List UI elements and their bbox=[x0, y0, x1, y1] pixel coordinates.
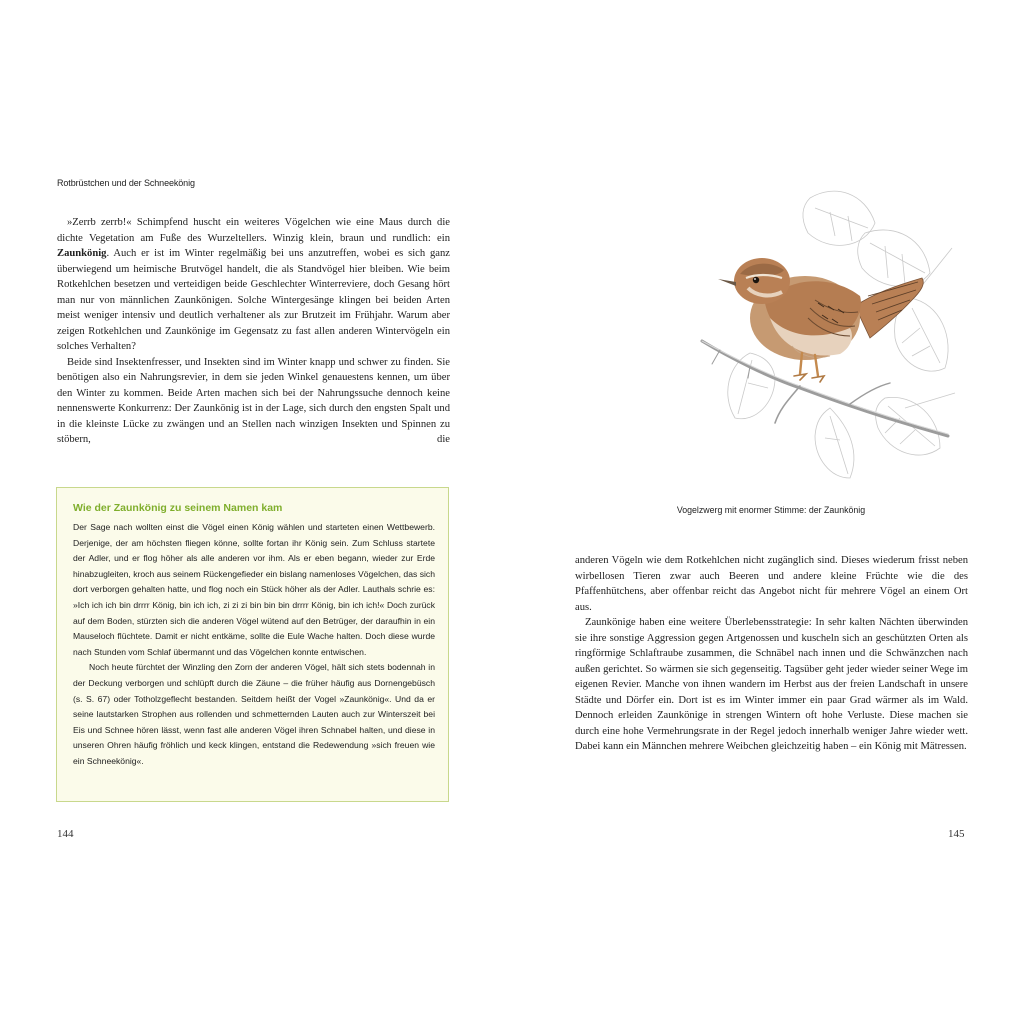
wren-illustration bbox=[690, 178, 960, 488]
left-paragraph-2: Beide sind Insektenfresser, und Insekten sind im Winter knapp und schwer zu finden. Sie benötigen also ein Nahrungsrevier, in dem sie jeden Winkel genauestens kennen, um über den Winter zu kommen. Beide Arten machen sich bei der Nahrungssuche dennoch keine nennenswerte Konkurrenz: Der Zaunkönig ist in der Lage, sich durch den engsten Spalt und in die kleinste Lücke zu zwängen und an Stellen nach winzigen Insekten und Spinnen zu stöbern, die bbox=[57, 356, 450, 445]
right-paragraph-1: anderen Vögeln wie dem Rotkehlchen nicht zugänglich sind. Dieses wiederum frisst neben wirbellosen Tieren zwar auch Beeren und andere kleine Früchte wie die des Pfaffenhütchens, aber offenbar reicht das Angebot nicht für mehrere Vögel an einem Ort aus. bbox=[575, 555, 968, 613]
wren-bird bbox=[718, 258, 923, 382]
running-head: Rotbrüstchen und der Schneekönig bbox=[57, 178, 195, 188]
left-body-text bbox=[57, 215, 450, 448]
info-box bbox=[56, 487, 449, 802]
info-box-paragraph-2: Noch heute fürchtet der Winzling den Zorn der anderen Vögel, hält sich stets bodennah in der Deckung verborgen und schlüpft durch die Zäune – die früher häufig aus Dornengebüsch (s. S. 67) oder Totholzgeflecht bestanden. Seitdem heißt der Vogel »Zaunkönig«. Und da er seine lautstarken Strophen aus rollenden und schmetternden Lauten auch zur Winterszeit bei Eis und Schnee hören lässt, wenn fast alle anderen Vögel ihren Schnabel halten, und diese in unseren Ohren häufig fröhlich und keck klingen, entstand die Redewendung »sich freuen wie ein Schneekönig«. bbox=[73, 662, 435, 766]
left-paragraph-1-part-2: . Auch er ist im Winter regelmäßig bei uns anzutreffen, wobei es sich ganz überwiegend um heimische Brutvögel handelt, die als Standvögel hier bleiben. Wie beim Rotkehlchen besetzen und verteidigen beide Geschlechter Winterreviere, doch Gesang hört man nur von männlichen Zaunkönigen. Solche Wintergesänge klingen bei beiden Arten meist weniger intensiv und deutlich verhaltener als zur Brutzeit im Frühjahr. Warum aber zeigen Rotkehlchen und Zaunkönige im Gegensatz zu fast allen anderen Wintervögeln ein solches Verhalten? bbox=[57, 248, 450, 352]
illustration-caption: Vogelzwerg mit enormer Stimme: der Zaunkönig bbox=[676, 505, 866, 515]
info-box-title: Wie der Zaunkönig zu seinem Namen kam bbox=[73, 502, 283, 514]
info-box-text bbox=[73, 520, 435, 770]
left-paragraph-1 bbox=[57, 215, 450, 355]
right-body-text bbox=[575, 553, 968, 755]
page-number-left: 144 bbox=[57, 828, 74, 840]
zaunkoenig-bold: Zaunkönig bbox=[57, 248, 107, 259]
left-paragraph-1-part-1: »Zerrb zerrb!« Schimpfend huscht ein weiteres Vögelchen wie eine Maus durch die dichte Vegetation am Fuße des Wurzeltellers. Winzig klein, braun und rundlich: ein bbox=[57, 217, 450, 244]
right-paragraph-2: Zaunkönige haben eine weitere Überlebensstrategie: In sehr kalten Nächten überwinden sie ihre sonstige Aggression gegen Artgenossen und kuscheln sich an geschützten Orten als ringförmige Schlaftraube zusammen, die Schnäbel nach innen und die Schwänzchen nach außen gerichtet. So wärmen sie sich gegenseitig. Tagsüber geht jeder wieder seiner Wege im eigenen Revier. Manche von ihnen wandern im Herbst aus der freien Landschaft in unsere Städte und Dörfer ein. Dort ist es im Winter immer ein paar Grad wärmer als im Wald. Dennoch erleiden Zaunkönige in strengen Wintern oft hohe Verluste. Diese machen sie durch eine hohe Vermehrungsrate in der Regel jedoch innerhalb weniger Jahre wieder wett. Dabei kann ein Männchen mehrere Weibchen gleichzeitig haben – ein König mit Mätressen. bbox=[575, 617, 968, 752]
page-number-right: 145 bbox=[948, 828, 965, 840]
info-box-paragraph-1: Der Sage nach wollten einst die Vögel einen König wählen und starteten einen Wettbewerb. Derjenige, der am höchsten fliegen könne, sollte fortan ihr König sein. Zum Schluss startete der Adler, und er flog höher als alle anderen vor ihm. Als er eben begann, wieder zur Erde hinabzugleiten, kroch aus seinem Rückengefieder ein bislang namenloses Vögelchen, das sich dort verborgen gehalten hatte, und flog noch ein Stück höher als der Adler. Lauthals schrie es: »Ich ich ich bin drrrr König, bin ich ich, zi zi zi bin bin bin drrrr König, bin ich ich!« Doch zurück auf dem Boden, stürzten sich die anderen Vögel wütend auf den Betrüger, der daraufhin in ein Mauseloch flüchtete. Damit er nicht entkäme, sollte die Eule Wache halten. Doch diese wurde nach Stunden vom Schlaf übermannt und das Vögelchen konnte entwischen. bbox=[73, 522, 435, 657]
